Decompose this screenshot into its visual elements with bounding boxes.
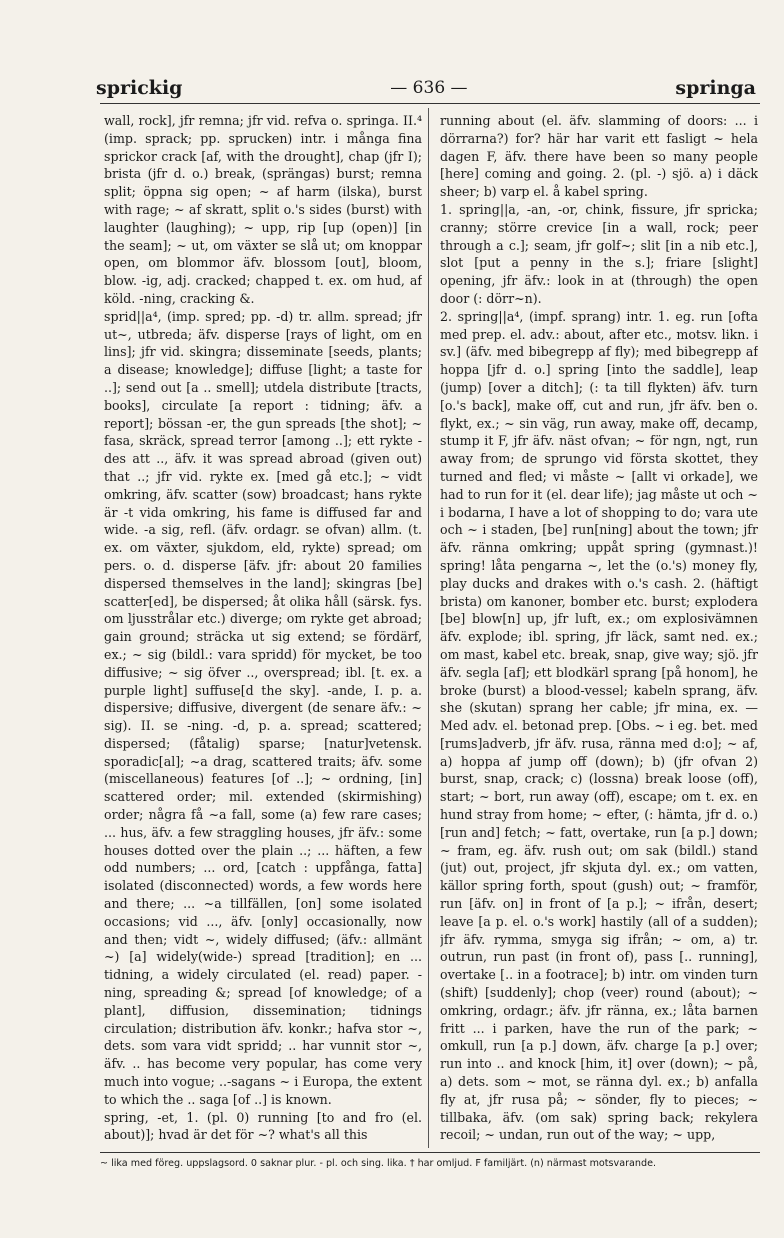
header-left-guide-word: sprickig xyxy=(96,77,183,99)
column-divider xyxy=(428,108,429,1148)
abbreviation-legend: ~ lika med föreg. uppslagsord. 0 saknar plur. - pl. och sing. lika. † har omljud. F familjärt. (n) närmast motsvarande. xyxy=(100,1158,657,1169)
entry-spring-continuation: running about (el. äfv. slamming of doors: ... i dörrarna?) for? här har varit ett fasligt ~ hela dagen F, äfv. there have been so many people [here] coming and going. 2. (pl. -) sjö. a) i däck sheer; b) varp el. å kabel spring. xyxy=(440,113,758,200)
entry-sprida: sprid||a⁴, (imp. spred; pp. -d) tr. allm. spread; jfr ut~, utbreda; äfv. disperse [rays of light, om en lins]; jfr vid. skingra; disseminate [seeds, plants; a disease; knowledge]; diffuse [light; a taste for ..]; send out [a .. smell]; utdela distribute [tracts, books], circulate [a report : tidning; äfv. a report]; bössan -er, the gun spreads [the shot]; ~ fasa, skräck, spread terror [among ..]; ett rykte -des att .., äfv. it was spread abroad (given out) that ..; jfr vid. rykte ex. [med gå etc.]; ~ vidt omkring, äfv. scatter (sow) broadcast; hans rykte är -t vida omkring, his fame is diffused far and wide. -a sig, refl. (äfv. ordagr. se ofvan) allm. (t. ex. om växter, sjukdom, eld, rykte) spread; om pers. o. d. disperse [äfv. jfr: about 20 families dispersed themselves in the land]; skingras [be] scatter[ed], be dispersed; åt olika håll (särsk. fys. om ljusstrålar etc.) diverge; om rykte get abroad; gain ground; sträcka ut sig extend; se fördärf, ex.; ~ sig (bildl.: vara spridd) för mycket, be too diffusive; ~ sig öfver .., overspread; ibl. [t. ex. a purple light] suffuse[d the sky]. -ande, I. p. a. dispersive; diffusive, divergent (de senare äfv.: ~ sig). II. se -ning. -d, p. a. spread; scattered; dispersed; (fåtalig) sparse; [natur]vetensk. sporadic[al]; ~a drag, scattered traits; äfv. some (miscellaneous) features [of ..]; ~ ordning, [in] scattered order; mil. extended (skirmishing) order; några få ~a fall, some (a) few rare cases; ... hus, äfv. a few straggling houses, jfr äfv.: some houses dotted over the plain ..; ... häften, a few odd numbers; ... ord, [catch : uppfånga, fatta] isolated (disconnected) words, a few words here and there; ... ~a tillfällen, [on] some isolated occasions; vid ..., äfv. [only] occasionally, now and then; vidt ~, widely diffused; (äfv.: allmänt ~) [a] widely(wide-) spread [tradition]; en ... tidning, a widely circulated (el. read) paper. -ning, spreading &; spread [of knowledge; of a plant], diffusion, dissemination; tidnings circulation; distribution äfv. konkr.; hafva stor ~, dets. som vara vidt spridd; .. har vunnit stor ~, äfv. .. has become very popular, has come very much into vogue; ..-sagans ~ i Europa, the extent to which the .. saga [of ..] is known. xyxy=(104,308,422,1107)
left-column xyxy=(104,112,422,1142)
footer-rule xyxy=(100,1152,760,1153)
entry-continuation-sprickig: wall, rock], jfr remna; jfr vid. refva o. springa. II.⁴ (imp. sprack; pp. sprucken) intr. i många fina sprickor crack [af, with the drought], chap (jfr I); brista (jfr d. o.) break, (sprängas) burst; remna split; öppna sig open; ~ af harm (ilska), burst with rage; ~ af skratt, split o.'s sides (burst) with laughter (laughing); ~ upp, rip [up (open)] [in the seam]; ~ ut, om växter se slå ut; om knoppar open, om blommor äfv. blossom [out], bloom, blow. -ig, adj. cracked; chapped t. ex. om hud, af köld. -ning, cracking &. xyxy=(104,113,422,306)
entry-springa-noun: 1. spring||a, -an, -or, chink, fissure, jfr spricka; cranny; större crevice [in a wall, rock; peer through a c.]; seam, jfr golf~; slit [in a nib etc.], slot [put a penny in the s.]; friare [slight] opening, jfr äfv.: look in at (through) the open door (: dörr~n). xyxy=(440,201,758,306)
page-header xyxy=(96,76,756,100)
page-number: — 636 — xyxy=(390,78,468,98)
entry-springa-verb: 2. spring||a⁴, (impf. sprang) intr. 1. eg. run [ofta med prep. el. adv.: about, after etc., motsv. likn. i sv.] (äfv. med bibegrepp af fly); med bibegrepp af hoppa [jfr d. o.] spring [into the saddle], leap (jump) [over a ditch]; (: ta till flykten) äfv. turn [o.'s back], make off, cut and run, jfr äfv. ben o. flykt, ex.; ~ sin väg, run away, make off, decamp, stump it F, jfr äfv. näst ofvan; ~ för ngn, ngt, run away from; de sprungo vid första skottet, they turned and fled; vi måste ~ [allt vi orkade], we had to run for it (el. dear life); jag måste ut och ~ i bodarna, I have a lot of shopping to do; vara ute och ~ i staden, [be] run[ning] about the town; jfr äfv. ränna omkring; uppåt spring (gymnast.)! spring! låta pengarna ~, let the (o.'s) money fly, play ducks and drakes with o.'s cash. 2. (häftigt brista) om kanoner, bomber etc. burst; explodera [be] blow[n] up, jfr luft, ex.; om explosivämnen äfv. explode; ibl. spring, jfr läck, samt ned. ex.; om mast, kabel etc. break, snap, give way; sjö. jfr äfv. segla [af]; ett blodkärl sprang [på honom], he broke (burst) a blood-vessel; kabeln sprang, äfv. she (skutan) sprang her cable; jfr mina, ex. — Med adv. el. betonad prep. [Obs. ~ i eg. bet. med [rums]adverb, jfr äfv. rusa, ränna med d:o]; ~ af, a) hoppa af jump off (down); b) (jfr ofvan 2) burst, snap, crack; c) (lossna) break loose (off), start; ~ bort, run away (off), escape; om t. ex. en hund stray from home; ~ efter, (: hämta, jfr d. o.) [run and] fetch; ~ fatt, overtake, run [a p.] down; ~ fram, eg. äfv. rush out; om sak (bildl.) stand (jut) out, project, jfr skjuta dyl. ex.; om vatten, källor spring forth, spout (gush) out; ~ framför, run [äfv. on] in front of [a p.]; ~ ifrån, desert; leave [a p. el. o.'s work] hastily (all of a sudden); jfr äfv. rymma, smyga sig ifrån; ~ om, a) tr. outrun, run past (in front of), pass [.. running], overtake [.. in a footrace]; b) intr. om vinden turn (shift) [suddenly]; chop (veer) round (about); ~ omkring, ordagr.; äfv. jfr ränna, ex.; låta barnen fritt ... i parken, have the run of the park; ~ omkull, run [a p.] down, äfv. charge [a p.] over; run into .. and knock [him, it] over (down); ~ på, a) dets. som ~ mot, se ränna dyl. ex.; b) anfalla fly at, jfr rusa på; ~ sönder, fly to pieces; ~ tillbaka, äfv. (om sak) spring back; rekylera recoil; ~ undan, run out of the way; ~ upp, xyxy=(440,308,758,1142)
entry-spring: spring, -et, 1. (pl. 0) running [to and fro (el. about)]; hvad är det för ~? what's all this xyxy=(104,1109,422,1142)
right-column xyxy=(440,112,758,1142)
header-rule xyxy=(100,103,760,104)
header-right-guide-word: springa xyxy=(675,77,756,99)
